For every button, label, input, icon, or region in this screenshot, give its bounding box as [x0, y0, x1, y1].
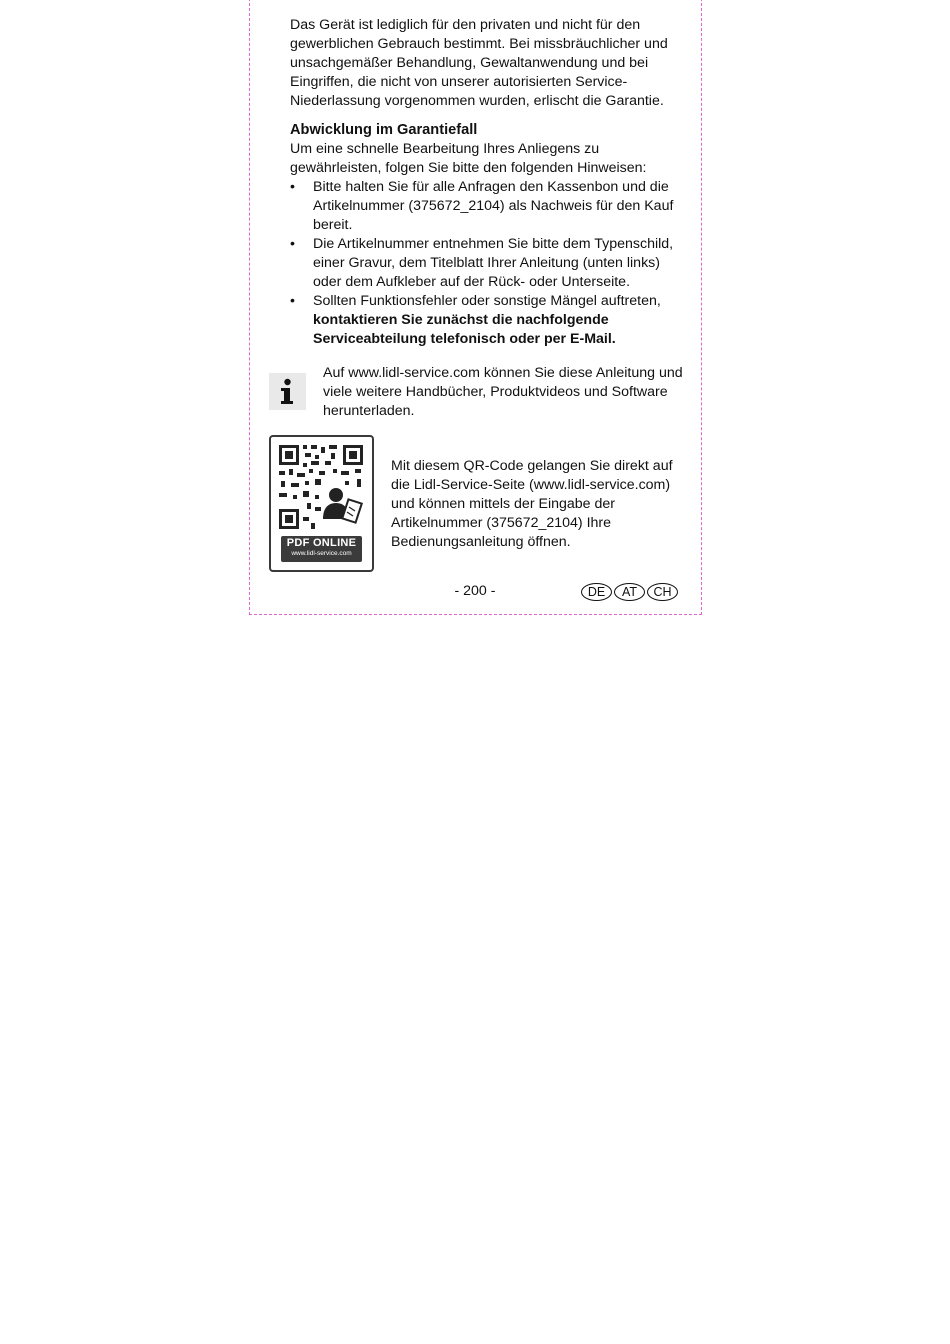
instruction-list — [290, 178, 685, 349]
section-lead: Um eine schnelle Bearbeitung Ihres Anliegens zu gewährleisten, folgen Sie bitte den folgenden Hinweisen: — [290, 141, 647, 176]
bullet3-bold: kontaktieren Sie zunächst die nachfolgende Serviceabteilung telefonisch oder per E-Mail. — [313, 312, 616, 347]
info-icon — [269, 373, 306, 410]
document-body — [290, 16, 685, 349]
bullet3-plain: Sollten Funktionsfehler oder sonstige Mängel auftreten, — [313, 293, 661, 309]
list-item — [290, 292, 685, 349]
page-number: - 200 - — [454, 583, 496, 599]
qr-description: Mit diesem QR-Code gelangen Sie direkt auf die Lidl-Service-Seite (www.lidl-service.com) und können mittels der Eingabe der Artikelnummer (375672_2104) Ihre Bedienungsanleitung öffnen. — [391, 458, 673, 550]
country-badge-at: AT — [614, 583, 645, 601]
qr-code-icon — [271, 437, 371, 537]
section-heading: Abwicklung im Garantiefall — [290, 122, 478, 138]
qr-label-title: PDF ONLINE — [286, 537, 357, 549]
qr-code-card[interactable] — [269, 435, 374, 572]
country-badge-ch: CH — [647, 583, 678, 601]
country-badge-de: DE — [581, 583, 612, 601]
intro-paragraph: Das Gerät ist lediglich für den privaten und nicht für den gewerblichen Gebrauch bestimmt. Bei missbräuchlicher und unsachgemäßer Behandlung, Gewaltanwendung und bei Eingriffen, die nicht von unserer autorisierten Service-Niederlassung vorgenommen wurden, erlischt die Garantie. — [290, 17, 668, 109]
country-badges — [581, 583, 680, 601]
list-item: • Bitte halten Sie für alle Anfragen den Kassenbon und die Artikelnummer (375672_2104) als Nachweis für den Kauf bereit. — [290, 178, 685, 235]
qr-label-url: www.lidl-service.com — [291, 550, 352, 557]
qr-label — [281, 536, 362, 562]
list-item: • Die Artikelnummer entnehmen Sie bitte dem Typenschild, einer Gravur, dem Titelblatt Ihrer Anleitung (unten links) oder dem Aufkleber auf der Rück- oder Unterseite. — [290, 235, 685, 292]
info-text: Auf www.lidl-service.com können Sie diese Anleitung und viele weitere Handbücher, Produktvideos und Software herunterladen. — [323, 365, 683, 419]
